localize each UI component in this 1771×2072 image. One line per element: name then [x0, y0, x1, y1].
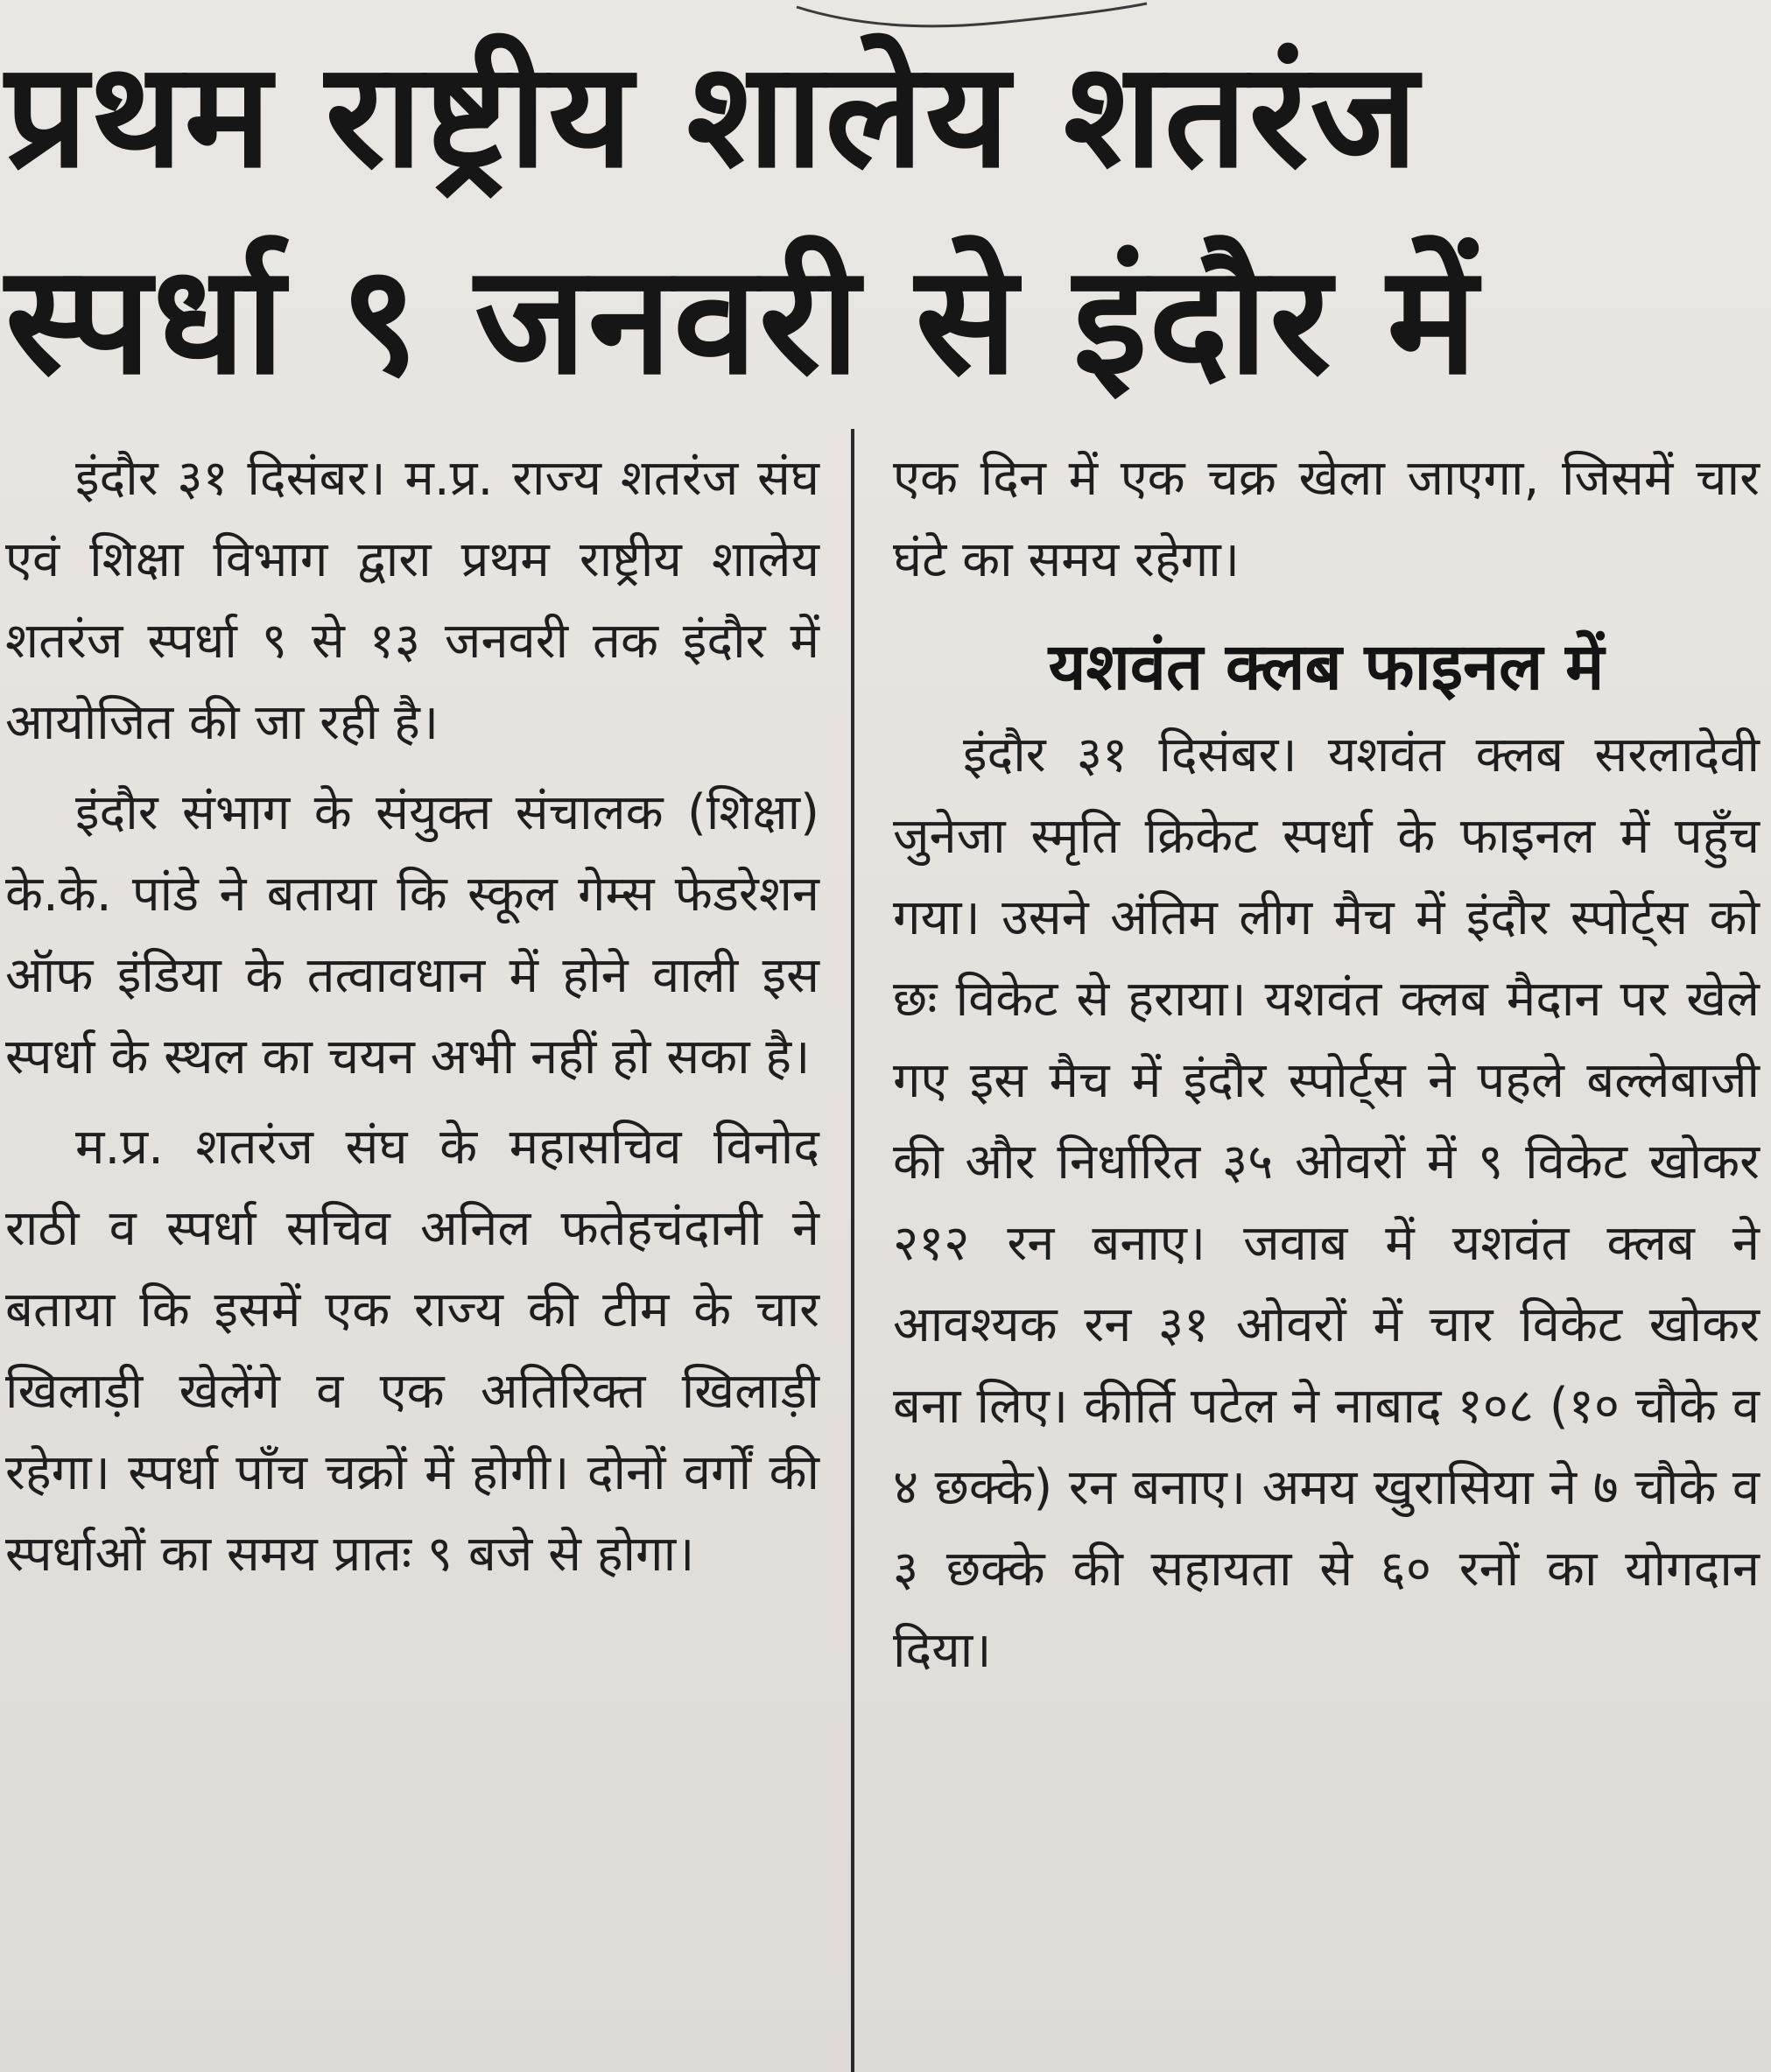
headline-line-1: प्रथम राष्ट्रीय शालेय शतरंज: [5, 32, 1420, 200]
left-paragraph-1: इंदौर ३१ दिसंबर। म.प्र. राज्य शतरंज संघ एवं शिक्षा विभाग द्वारा प्रथम राष्ट्रीय शालेय शतरंज स्पर्धा ९ से १३ जनवरी तक इंदौर में आयोजित की जा रही है।: [5, 450, 819, 751]
left-paragraph-3: म.प्र. शतरंज संघ के महासचिव विनोद राठी व स्पर्धा सचिव अनिल फतेहचंदानी ने बताया कि इसमें एक राज्य की टीम के चार खिलाड़ी खेलेंगे व एक अतिरिक्त खिलाड़ी रहेगा। स्पर्धा पाँच चक्रों में होगी। दोनों वर्गों की स्पर्धाओं का समय प्रातः ९ बजे से होगा।: [5, 1119, 819, 1583]
right-paragraph-1: इंदौर ३१ दिसंबर। यशवंत क्लब सरलादेवी जुनेजा स्मृति क्रिकेट स्पर्धा के फाइनल में पहुँच गया। उसने अंतिम लीग मैच में इंदौर स्पोर्ट्स को छः विकेट से हराया। यशवंत क्लब मैदान पर खेले गए इस मैच में इंदौर स्पोर्ट्स ने पहले बल्लेबाजी की और निर्धारित ३५ ओवरों में ९ विकेट खोकर २१२ रन बनाए। जवाब में यशवंत क्लब ने आवश्यक रन ३१ ओवरों में चार विकेट खोकर बना लिए। कीर्ति पटेल ने नाबाद १०८ (१० चौके व ४ छक्के) रन बनाए। अमय खुरासिया ने ७ चौके व ३ छक्के की सहायता से ६० रनों का योगदान दिया।: [893, 727, 1760, 1679]
left-paragraph-2: इंदौर संभाग के संयुक्त संचालक (शिक्षा) के.के. पांडे ने बताया कि स्कूल गेम्स फेडरेशन ऑफ इंडिया के तत्वावधान में होने वाली इस स्पर्धा के स्थल का चयन अभी नहीं हो सका है।: [5, 784, 819, 1085]
left-column: [5, 438, 819, 1595]
right-continuation-text: एक दिन में एक चक्र खेला जाएगा, जिसमें चार घंटे का समय रहेगा।: [893, 450, 1760, 588]
article-subheadline: यशवंत क्लब फाइनल में: [1048, 629, 1605, 705]
pen-scribble-mark: [788, 0, 1156, 35]
column-divider: [851, 429, 854, 2072]
headline-line-2: स्पर्धा ९ जनवरी से इंदौर में: [5, 232, 1479, 408]
right-column: [893, 438, 1760, 1691]
